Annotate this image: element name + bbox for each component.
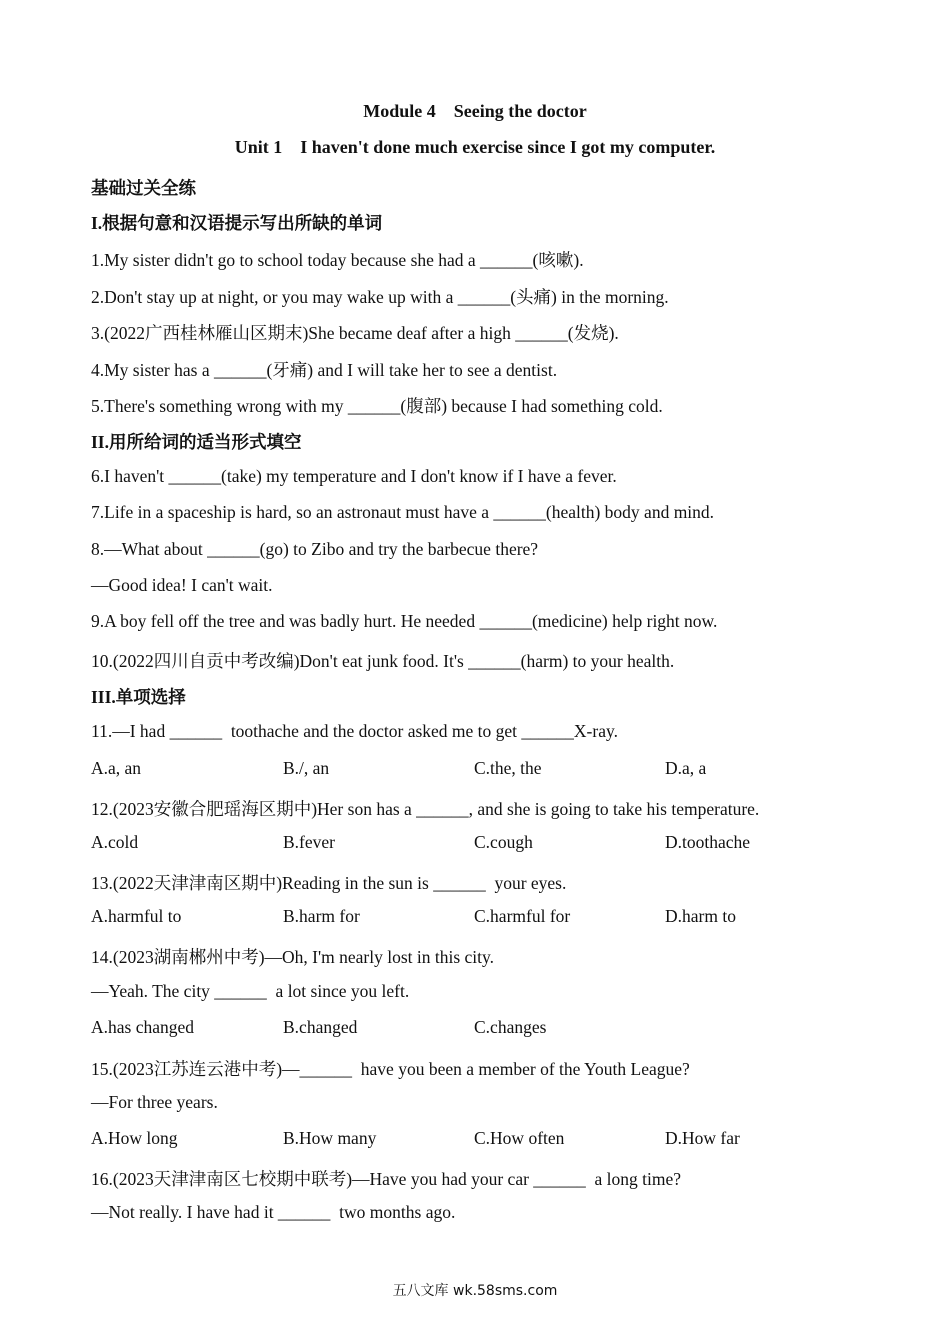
section-heading-2: II.用所给词的适当形式填空 bbox=[91, 432, 302, 452]
option-c: C.changes bbox=[474, 1017, 547, 1037]
footer-watermark: 五八文库 wk.58sms.com bbox=[392, 1283, 558, 1299]
option-c: C.cough bbox=[474, 832, 533, 852]
option-b: B.changed bbox=[283, 1017, 358, 1037]
question-16-reply: —Not really. I have had it ______ two months ago. bbox=[91, 1202, 456, 1222]
module-title: Module 4 Seeing the doctor bbox=[363, 101, 587, 121]
question-1: 1.My sister didn't go to school today because she had a ______(咳嗽). bbox=[91, 250, 584, 270]
question-15-reply: —For three years. bbox=[91, 1092, 218, 1112]
question-15: 15.(2023江苏连云港中考)—______ have you been a member of the Youth League? bbox=[91, 1059, 690, 1079]
question-8: 8.—What about ______(go) to Zibo and try the barbecue there? bbox=[91, 539, 539, 559]
question-16: 16.(2023天津津南区七校期中联考)—Have you had your car ______ a long time? bbox=[91, 1169, 682, 1189]
option-b: B./, an bbox=[283, 758, 330, 778]
option-a: A.a, an bbox=[91, 758, 142, 778]
option-c: C.harmful for bbox=[474, 906, 571, 926]
question-8-answer: —Good idea! I can't wait. bbox=[91, 575, 273, 595]
option-d: D.toothache bbox=[665, 832, 751, 852]
option-d: D.How far bbox=[665, 1128, 740, 1148]
option-c: C.the, the bbox=[474, 758, 542, 778]
question-5: 5.There's something wrong with my ______(腹部) because I had something cold. bbox=[91, 396, 663, 416]
practice-label: 基础过关全练 bbox=[91, 178, 196, 198]
question-7: 7.Life in a spaceship is hard, so an astronaut must have a ______(health) body and mind. bbox=[91, 502, 715, 522]
question-11: 11.—I had ______ toothache and the doctor asked me to get ______X-ray. bbox=[91, 721, 618, 741]
question-14-reply: —Yeah. The city ______ a lot since you left. bbox=[91, 981, 410, 1001]
option-d: D.harm to bbox=[665, 906, 736, 926]
question-9: 9.A boy fell off the tree and was badly hurt. He needed ______(medicine) help right now. bbox=[91, 611, 718, 631]
option-b: B.harm for bbox=[283, 906, 360, 926]
section-heading-3: III.单项选择 bbox=[91, 687, 186, 707]
option-a: A.cold bbox=[91, 832, 139, 852]
unit-title: Unit 1 I haven't done much exercise since I got my computer. bbox=[234, 137, 716, 157]
question-12: 12.(2023安徽合肥瑶海区期中)Her son has a ______, and she is going to take his temperature. bbox=[91, 799, 760, 819]
question-2: 2.Don't stay up at night, or you may wake up with a ______(头痛) in the morning. bbox=[91, 287, 669, 307]
section-heading-1: I.根据句意和汉语提示写出所缺的单词 bbox=[91, 213, 383, 233]
question-6: 6.I haven't ______(take) my temperature and I don't know if I have a fever. bbox=[91, 466, 617, 486]
option-c: C.How often bbox=[474, 1128, 565, 1148]
question-10: 10.(2022四川自贡中考改编)Don't eat junk food. It's ______(harm) to your health. bbox=[91, 651, 675, 671]
option-d: D.a, a bbox=[665, 758, 707, 778]
option-b: B.fever bbox=[283, 832, 335, 852]
question-13: 13.(2022天津津南区期中)Reading in the sun is ______ your eyes. bbox=[91, 873, 567, 893]
option-a: A.has changed bbox=[91, 1017, 195, 1037]
option-a: A.How long bbox=[91, 1128, 178, 1148]
option-b: B.How many bbox=[283, 1128, 377, 1148]
question-4: 4.My sister has a ______(牙痛) and I will take her to see a dentist. bbox=[91, 360, 558, 380]
option-a: A.harmful to bbox=[91, 906, 182, 926]
question-3: 3.(2022广西桂林雁山区期末)She became deaf after a high ______(发烧). bbox=[91, 323, 619, 343]
question-14: 14.(2023湖南郴州中考)—Oh, I'm nearly lost in this city. bbox=[91, 947, 495, 967]
